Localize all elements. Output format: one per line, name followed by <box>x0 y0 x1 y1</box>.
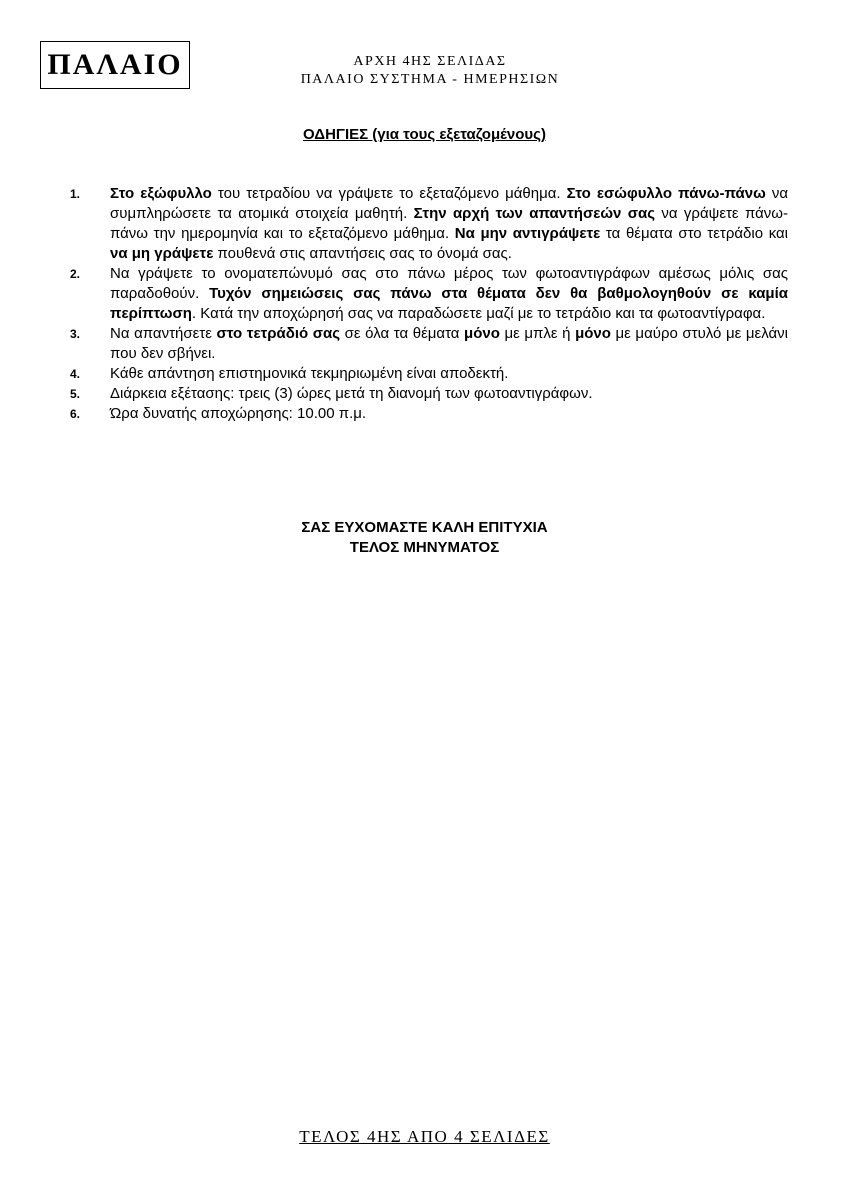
instruction-number: 3. <box>70 327 81 341</box>
instruction-segment: με μπλε ή <box>499 325 576 342</box>
instruction-item <box>70 404 788 424</box>
page-header <box>230 53 630 89</box>
instruction-emphasis: να μη γράψετε <box>110 245 214 262</box>
instruction-emphasis: Να μην αντιγράψετε <box>454 225 601 242</box>
instruction-item <box>70 364 788 384</box>
instruction-segment: του τετραδίου να γράψετε το εξεταζόμενο μάθημα. <box>211 185 567 202</box>
instruction-number: 4. <box>70 367 81 381</box>
instruction-item <box>70 324 788 364</box>
instruction-item <box>70 184 788 264</box>
closing-wish: ΣΑΣ ΕΥΧΟΜΑΣΤΕ ΚΑΛΗ ΕΠΙΤΥΧΙΑ <box>301 519 548 536</box>
instruction-emphasis: μόνο <box>575 325 611 342</box>
instruction-segment: τα θέματα στο τετράδιο και <box>600 225 789 242</box>
instruction-number: 2. <box>70 267 81 281</box>
instruction-segment: με μαύρο στυλό με μελάνι που δεν σβήνει. <box>110 325 788 362</box>
closing-message <box>0 518 849 558</box>
page-footer: ΤΕΛΟΣ 4ΗΣ ΑΠΟ 4 ΣΕΛΙΔΕΣ <box>299 1127 550 1146</box>
instruction-emphasis: Στο εξώφυλλο <box>110 185 212 202</box>
instruction-text <box>110 384 788 404</box>
instruction-text <box>110 404 788 424</box>
instruction-emphasis: στο τετράδιό σας <box>216 325 341 342</box>
instructions-list <box>70 184 788 424</box>
instruction-emphasis: μόνο <box>464 325 500 342</box>
header-system: ΠΑΛΑΙΟ ΣΥΣΤΗΜΑ - ΗΜΕΡΗΣΙΩΝ <box>300 72 560 87</box>
instruction-segment: σε όλα τα θέματα <box>340 325 465 342</box>
instruction-segment: να γράψετε πάνω-πάνω την ημερομηνία και το εξεταζόμενο μάθημα. <box>110 205 788 242</box>
instruction-number: 6. <box>70 407 81 421</box>
instruction-segment: Ώρα δυνατής αποχώρησης: 10.00 π.μ. <box>110 405 367 422</box>
instruction-segment: πουθενά στις απαντήσεις σας το όνομά σας. <box>213 245 512 262</box>
instruction-item <box>70 384 788 404</box>
instruction-emphasis: Στο εσώφυλλο πάνω-πάνω <box>566 185 766 202</box>
instruction-item <box>70 264 788 324</box>
instruction-emphasis: Στην αρχή των απαντήσεών σας <box>413 205 656 222</box>
closing-end: ΤΕΛΟΣ ΜΗΝΥΜΑΤΟΣ <box>349 539 500 556</box>
header-page-start: ΑΡΧΗ 4ΗΣ ΣΕΛΙΔΑΣ <box>353 54 507 69</box>
paper-stamp-box <box>40 41 190 89</box>
instruction-text <box>110 184 788 264</box>
instruction-segment: Να γράψετε το ονοματεπώνυμό σας στο πάνω μέρος των φωτοαντιγράφων αμέσως μόλις σας παραδοθούν. <box>110 265 788 302</box>
instruction-segment: να συμπληρώσετε τα ατομικά στοιχεία μαθητή. <box>110 185 789 222</box>
instruction-text <box>110 324 788 364</box>
instruction-segment: Κάθε απάντηση επιστημονικά τεκμηριωμένη είναι αποδεκτή. <box>110 365 509 382</box>
instruction-segment: . Κατά την αποχώρησή σας να παραδώσετε μαζί με το τετράδιο και τα φωτοαντίγραφα. <box>191 305 766 322</box>
instruction-number: 5. <box>70 387 81 401</box>
instruction-text <box>110 364 788 384</box>
instruction-text <box>110 264 788 324</box>
instructions-title: ΟΔΗΓΙΕΣ (για τους εξεταζομένους) <box>303 126 546 143</box>
instruction-segment: Διάρκεια εξέτασης: τρεις (3) ώρες μετά τη διανομή των φωτοαντιγράφων. <box>110 385 593 402</box>
instruction-segment: Να απαντήσετε <box>110 325 217 342</box>
paper-stamp-label: ΠΑΛΑΙΟ <box>47 48 183 81</box>
instruction-emphasis: Τυχόν σημειώσεις σας πάνω στα θέματα δεν θα βαθμολογηθούν σε καμία περίπτωση <box>110 285 788 322</box>
instruction-number: 1. <box>70 187 81 201</box>
